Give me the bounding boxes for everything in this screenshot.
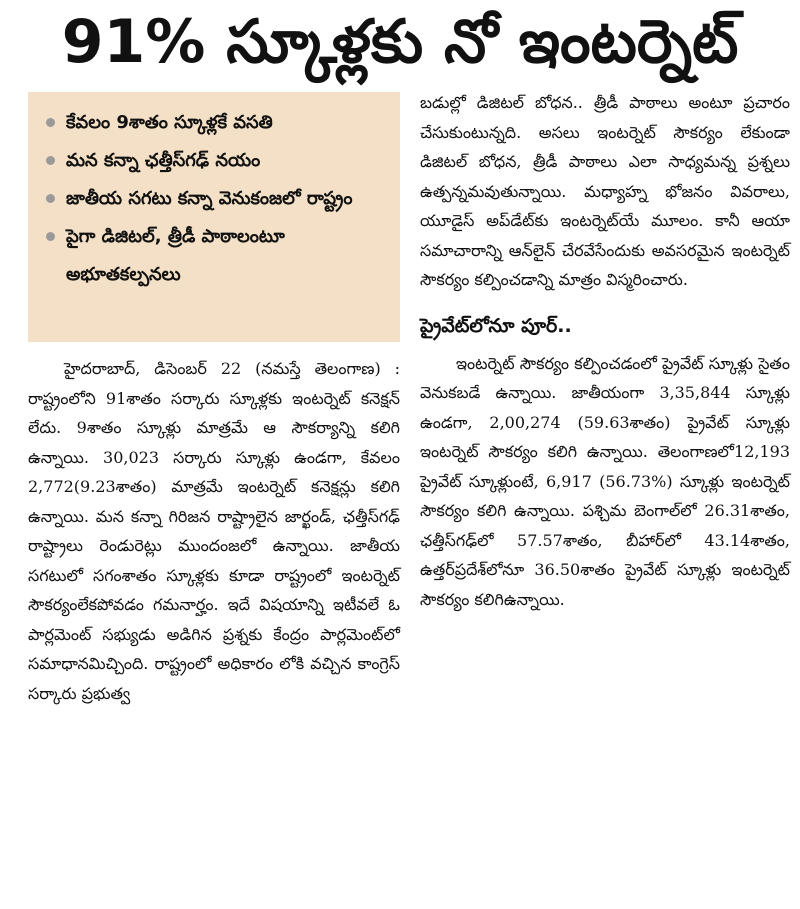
highlight-item bbox=[44, 142, 390, 180]
highlight-item bbox=[44, 104, 390, 142]
highlight-item bbox=[44, 180, 390, 218]
highlight-text: జాతీయ సగటు కన్నా వెనుకంజలో రాష్ట్రం bbox=[66, 188, 353, 209]
highlight-text: పైగా డిజిటల్, త్రీడీ పాఠాలంటూ అభూతకల్పనలు bbox=[66, 226, 285, 285]
article-paragraph-right-1: బడుల్లో డిజిటల్ బోధన.. త్రీడీ పాఠాలు అంటూ ప్రచారం చేసుకుంటున్నది. అసలు ఇంటర్నెట్ సౌకర్యం లేకుండా డిజిటల్ బోధన, త్రీడీ పాఠాలు ఎలా సాధ్యమన్న ప్రశ్నలు ఉత్పన్నమవుతున్నాయి. మధ్యాహ్న భోజనం వివరాలు, యూడైస్ అప్‌డేట్‌కు ఇంటర్నెట్‌యే మూలం. కానీ ఆయా సమాచారాన్ని ఆన్‌లైన్ చేరవేసేందుకు అవసరమైన ఇంటర్నెట్ సౌకర్యం కల్పించడాన్ని మాత్రం విస్మరించారు. bbox=[420, 93, 790, 289]
highlights-box bbox=[28, 92, 400, 342]
highlights-list bbox=[44, 104, 390, 294]
bullet-icon bbox=[46, 194, 55, 203]
bullet-icon bbox=[46, 118, 55, 127]
highlight-item bbox=[44, 218, 390, 294]
highlight-text: మన కన్నా ఛత్తీస్‌గఢ్ నయం bbox=[66, 150, 261, 171]
right-column bbox=[420, 88, 790, 614]
subheading: ప్రైవేట్‌లోనూ పూర్.. bbox=[420, 314, 572, 337]
article-paragraph-right-2: ఇంటర్నెట్ సౌకర్యం కల్పించడంలో ప్రైవేట్ స్కూళ్లు సైతం వెనుకబడే ఉన్నాయి. జాతీయంగా 3,35,844 స్కూళ్లు ఉండగా, 2,00,274 (59.63శాతం) ప్రైవేట్ స్కూళ్లు ఇంటర్నెట్ సౌకర్యం కలిగి ఉన్నాయి. తెలంగాణలో12,193 ప్రైవేట్ స్కూళ్లుంటే, 6,917 (56.73%) స్కూళ్లు ఇంటర్నెట్ సౌకర్యం కలిగి ఉన్నాయి. పశ్చిమ బెంగాల్‌లో 26.31శాతం, ఛత్తీస్‌గఢ్‌లో 57.57శాతం, బీహార్‌లో 43.14శాతం, ఉత్తర్‌ప్రదేశ్‌లోనూ 36.50శాతం ప్రైవేట్ స్కూళ్లు ఇంటర్నెట్ సౌకర్యం కలిగిఉన్నాయి. bbox=[420, 353, 790, 609]
bullet-icon bbox=[46, 232, 55, 241]
highlight-text: కేవలం 9శాతం స్కూళ్లకే వసతి bbox=[66, 112, 273, 133]
headline: 91% స్కూళ్లకు నో ఇంటర్నెట్ bbox=[61, 7, 739, 77]
left-column bbox=[28, 92, 400, 708]
article-paragraph-left: హైదరాబాద్, డిసెంబర్ 22 (నమస్తే తెలంగాణ) : రాష్ట్రంలోని 91శాతం సర్కారు స్కూళ్లకు ఇంటర్నెట్ కనెక్షన్ లేదు. 9శాతం స్కూళ్లు మాత్రమే ఆ సౌకర్యాన్ని కలిగి ఉన్నాయి. 30,023 సర్కారు స్కూళ్లు ఉండగా, కేవలం 2,772(9.23శాతం) మాత్రమే ఇంటర్నెట్ కనెక్షన్లు కలిగి ఉన్నాయి. మన కన్నా గిరిజన రాష్ట్రాలైన జార్ఖండ్, ఛత్తీస్‌గఢ్ రాష్ట్రాలు రెండురెట్లు ముందంజలో ఉన్నాయి. జాతీయ సగటులో సగంశాతం స్కూళ్లకు కూడా రాష్ట్రంలో ఇంటర్నెట్ సౌకర్యంలేకపోవడం గమనార్హం. ఇదే విషయాన్ని ఇటీవలే ఓ పార్లమెంట్ సభ్యుడు అడిగిన ప్రశ్నకు కేంద్రం పార్లమెంట్‌లో సమాధానమిచ్చింది. రాష్ట్రంలో అధికారం లోకి వచ్చిన కాంగ్రెస్ సర్కారు ప్రభుత్వ bbox=[28, 359, 400, 703]
bullet-icon bbox=[46, 156, 55, 165]
